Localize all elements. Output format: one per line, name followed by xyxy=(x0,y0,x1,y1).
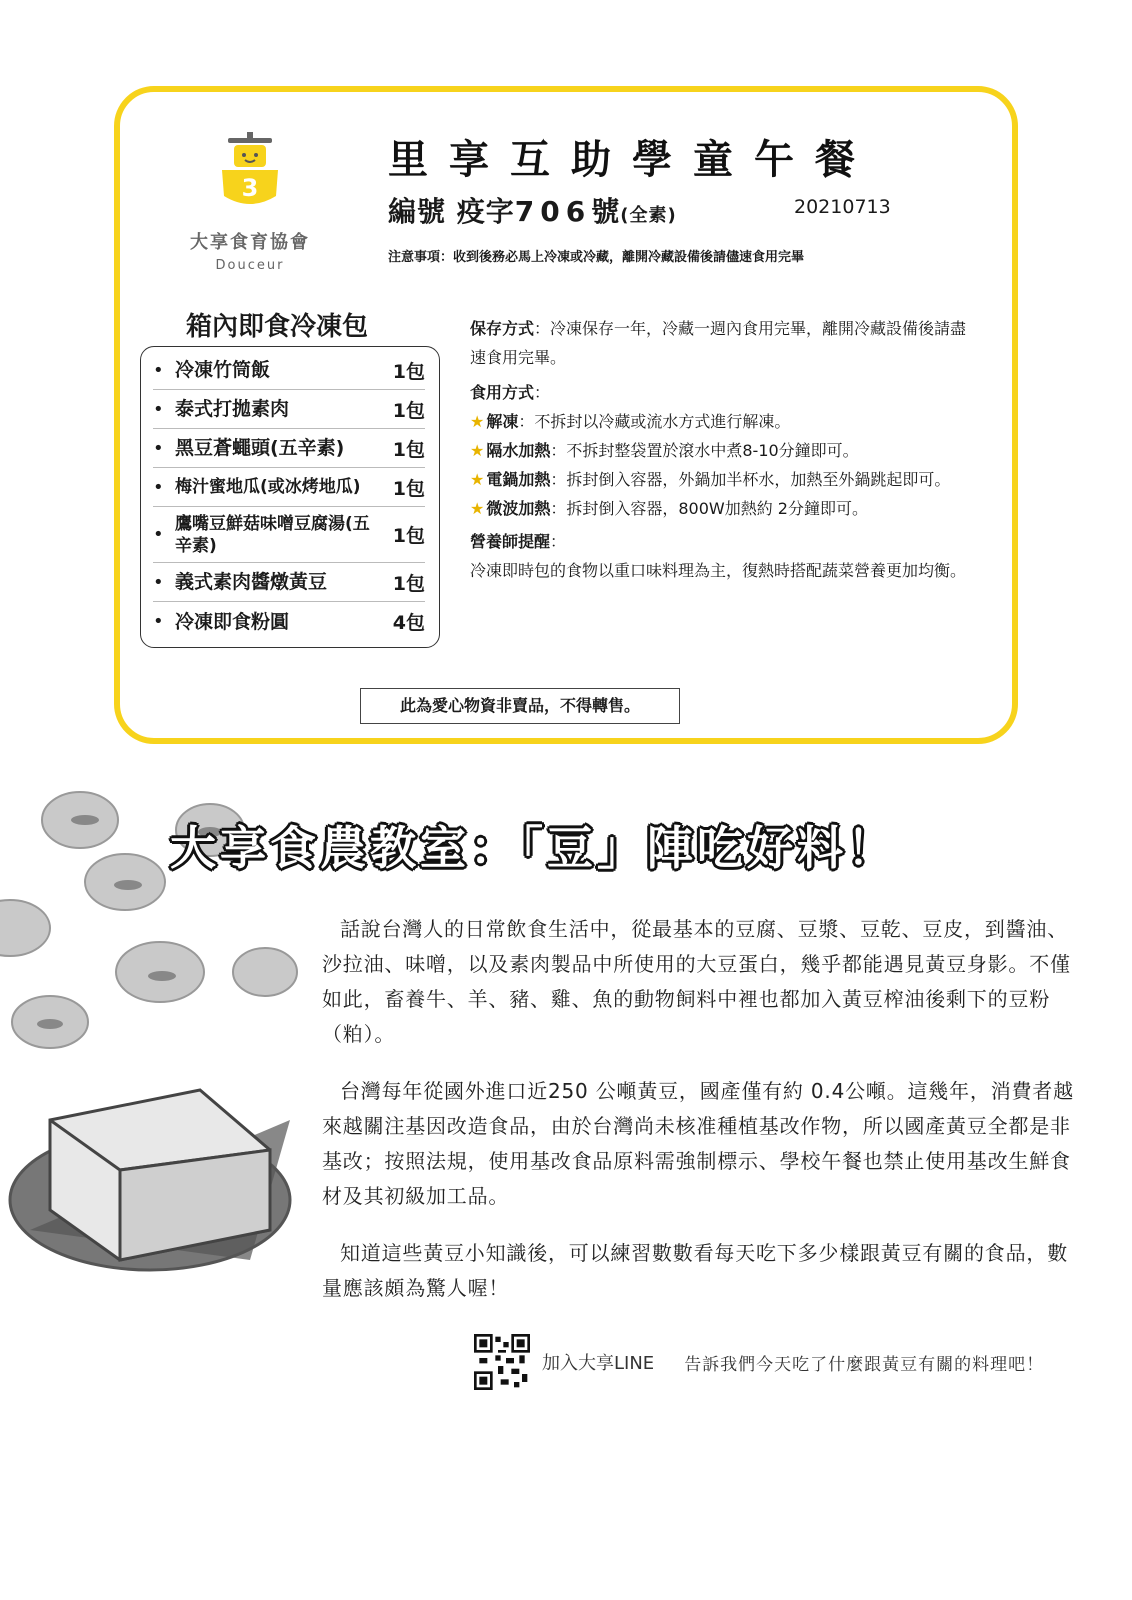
article-paragraph: 話說台灣人的日常飲食生活中，從最基本的豆腐、豆漿、豆乾、豆皮，到醬油、沙拉油、味噌，以及素肉製品中所使用的大豆蛋白，幾乎都能遇見黃豆身影。不僅如此，畜養牛、羊、豬、雞、魚的動物飼料中裡也都加入黃豆榨油後剩下的豆粉（粕）。 xyxy=(322,917,1071,1046)
qr-code-icon[interactable] xyxy=(474,1334,530,1390)
star-icon: ★ xyxy=(470,441,485,460)
org-logo xyxy=(180,132,320,273)
usage-section: 食用方式： xyxy=(470,383,551,402)
org-logo-icon xyxy=(218,132,282,218)
tip-text: 冷凍即時包的食物以重口味料理為主，復熱時搭配蔬菜營養更加均衡。 xyxy=(470,561,967,580)
page-title: 里享互助學童午餐 xyxy=(388,137,876,183)
article-paragraph: 台灣每年從國外進口近250 公噸黃豆，國產僅有約 0.4公噸。這幾年，消費者越來越關注基因改造食品，由於台灣尚未核准種植基改作物，所以國產黃豆全都是非基改；按照法規，使用基改食品原料需強制標示、學校午餐也禁止使用基改生鮮食材及其初級加工品。 xyxy=(322,1079,1074,1208)
method-item: ★ 隔水加熱：不拆封整袋置於滾水中煮8-10分鐘即可。 xyxy=(470,441,859,460)
list-item: • 冷凍即食粉圓 4包 xyxy=(153,610,425,634)
list-item: • 義式素肉醬燉黃豆 1包 xyxy=(153,563,425,602)
method-item: ★ 電鍋加熱：拆封倒入容器，外鍋加半杯水，加熱至外鍋跳起即可。 xyxy=(470,470,951,489)
number-suffix: 號 xyxy=(591,195,621,228)
list-item: • 黑豆蒼蠅頭(五辛素) 1包 xyxy=(153,429,425,468)
lunch-info-card xyxy=(114,86,1018,744)
storage-section xyxy=(470,314,980,372)
category-tag: (全素) xyxy=(620,205,677,226)
list-item: • 鷹嘴豆鮮菇味噌豆腐湯(五辛素) 1包 xyxy=(153,507,425,563)
list-item: • 冷凍竹筒飯 1包 xyxy=(153,351,425,390)
number-prefix: 編號 疫字 xyxy=(388,195,515,228)
org-name: 大享食育協會 xyxy=(190,232,310,253)
pack-list xyxy=(140,346,440,648)
org-name-en: Douceur xyxy=(215,258,285,273)
soybean-icon xyxy=(0,900,50,956)
star-icon: ★ xyxy=(470,412,485,431)
meal-number xyxy=(388,190,677,230)
number-value: 706 xyxy=(514,195,592,228)
line-prompt-text: 告訴我們今天吃了什麼跟黃豆有關的料理吧！ xyxy=(684,1354,1045,1375)
storage-label: 保存方式 xyxy=(470,319,535,338)
line-join-text: 加入大享LINE xyxy=(542,1353,655,1374)
article-paragraph: 知道這些黃豆小知識後，可以練習數數看每天吃下多少樣跟黃豆有關的食品，數量應該頗為驚人喔！ xyxy=(322,1241,1068,1300)
notice: 注意事項：收到後務必馬上冷凍或冷藏，離開冷藏設備後請儘速食用完畢 xyxy=(388,250,805,265)
list-item: • 梅汁蜜地瓜(或冰烤地瓜) 1包 xyxy=(153,468,425,507)
method-item: ★ 解凍：不拆封以冷藏或流水方式進行解凍。 xyxy=(470,412,791,431)
storage-text: ：冷凍保存一年，冷藏一週內食用完畢，離開冷藏設備後請盡速食用完畢。 xyxy=(470,319,967,367)
line-cta xyxy=(474,1334,1044,1390)
classroom-article xyxy=(322,912,1082,1328)
usage-info xyxy=(470,314,980,585)
not-for-sale-note: 此為愛心物資非賣品，不得轉售。 xyxy=(360,688,680,724)
tip-section: 營養師提醒： xyxy=(470,532,567,551)
date: 20210713 xyxy=(794,196,891,218)
list-item: • 泰式打拋素肉 1包 xyxy=(153,390,425,429)
soybean-icon xyxy=(233,948,297,996)
star-icon: ★ xyxy=(470,470,485,489)
svg-text:3: 3 xyxy=(241,174,259,202)
method-item: ★ 微波加熱：拆封倒入容器，800W加熱約 2分鐘即可。 xyxy=(470,499,868,518)
star-icon: ★ xyxy=(470,499,485,518)
pack-title: 箱內即食冷凍包 xyxy=(186,312,369,342)
classroom-headline: 大享食農教室：「豆」陣吃好料！ xyxy=(170,821,897,875)
